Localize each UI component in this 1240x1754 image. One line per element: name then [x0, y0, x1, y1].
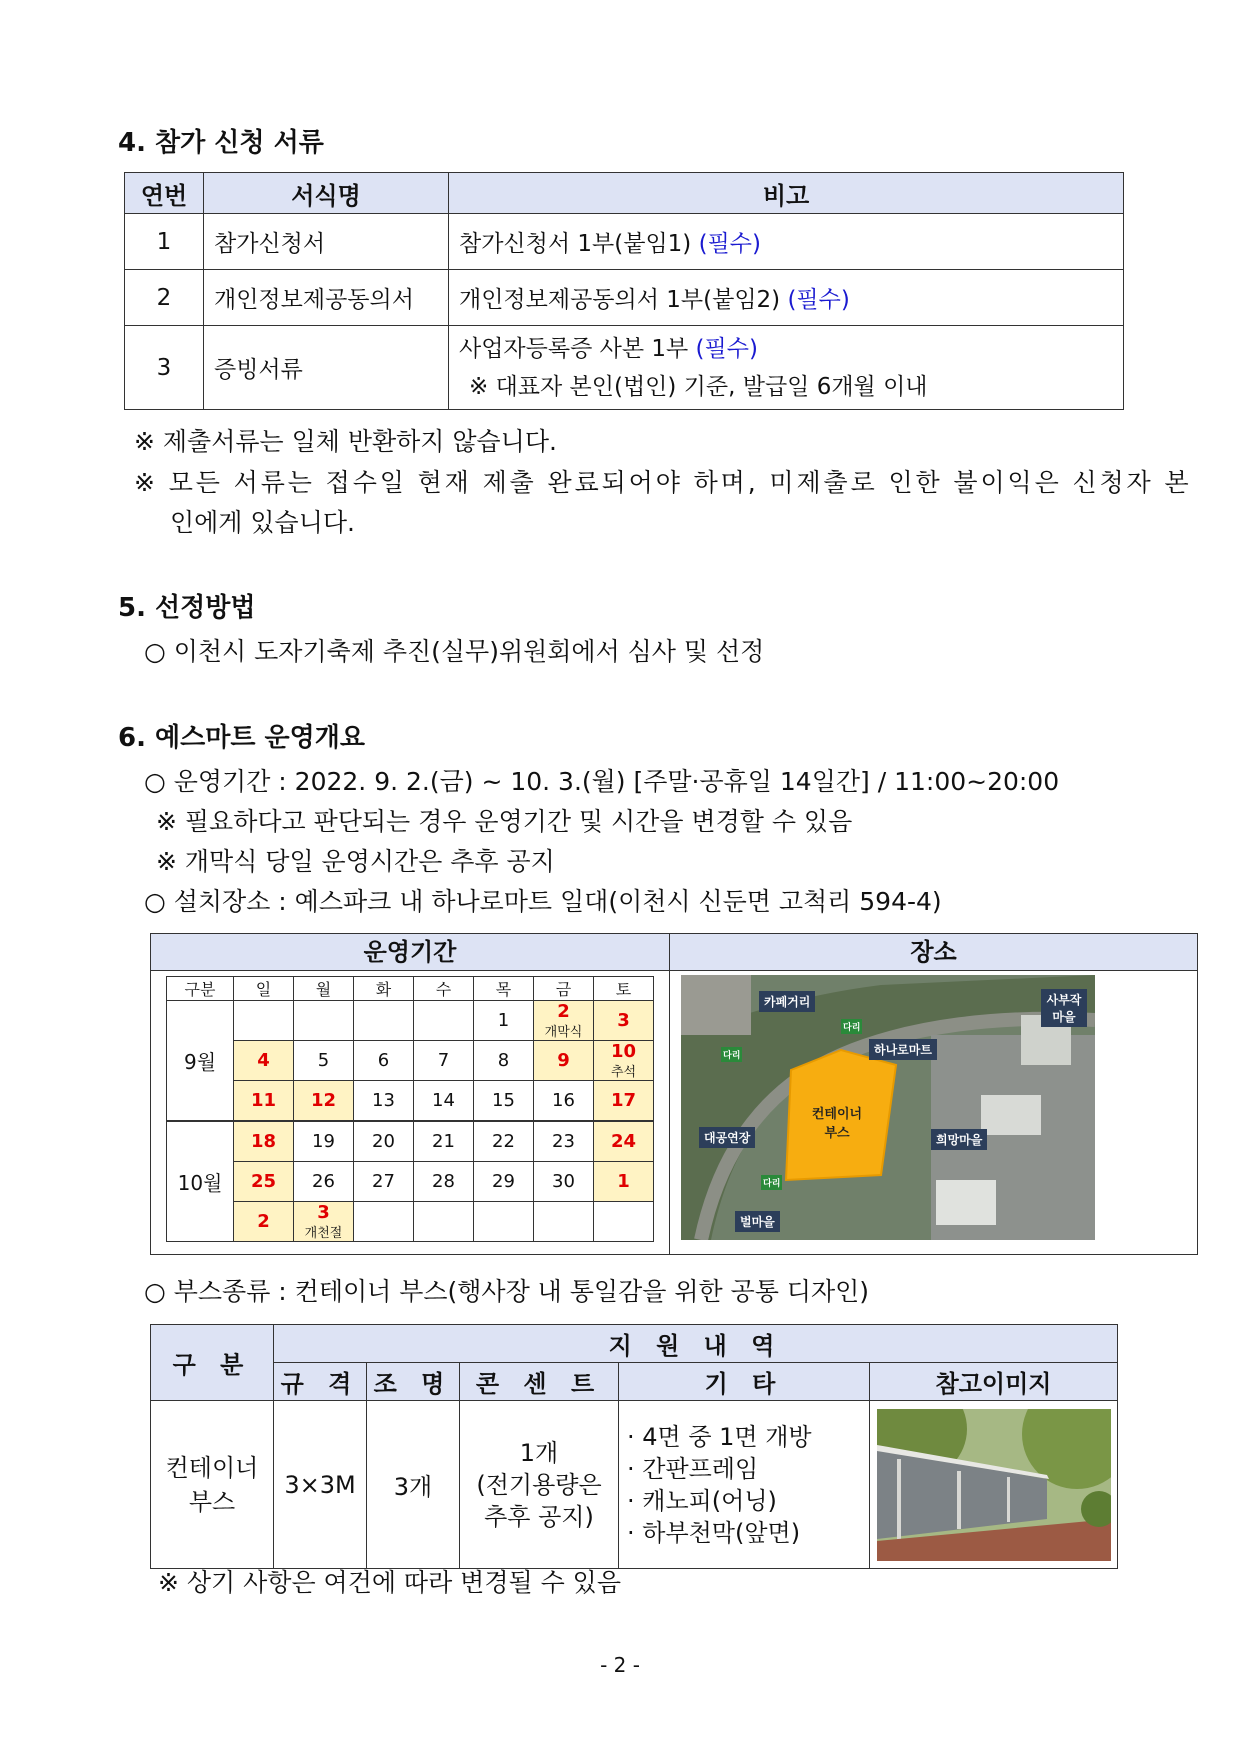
cal-day: 18 [234, 1121, 294, 1162]
section-4-heading: 4. 참가 신청 서류 [118, 128, 324, 158]
table-row [125, 326, 1124, 410]
note-line: 인에게 있습니다. [170, 508, 355, 537]
opening-label: 개막식 [544, 1025, 583, 1040]
row-form: 참가신청서 [204, 214, 449, 270]
cal-day [354, 1001, 414, 1041]
required-mark: (필수) [695, 335, 758, 362]
cal-day: 2 [234, 1202, 294, 1242]
cal-head: 목 [474, 977, 534, 1001]
cal-day: 24 [594, 1121, 654, 1162]
place-header: 장소 [670, 934, 1197, 971]
calendar [166, 976, 654, 1242]
page-number: - 2 - [600, 1653, 640, 1677]
documents-table [124, 172, 1124, 410]
cal-day: 30 [534, 1162, 594, 1202]
booth-type-cell: 컨테이너 부스 [151, 1401, 274, 1569]
operation-period: ○ 운영기간 : 2022. 9. 2.(금) ~ 10. 3.(월) [주말·공휴일 14일간] / 11:00~20:00 [144, 767, 1060, 796]
section-6-heading: 6. 예스마트 운영개요 [118, 723, 365, 753]
row-no: 2 [125, 270, 204, 326]
booth-etc: · 4면 중 1면 개방 · 간판프레임 · 캐노피(어닝) · 하부천막(앞면) [619, 1401, 870, 1569]
cal-day [414, 1202, 474, 1242]
note-line: ※ 모든 서류는 접수일 현재 제출 완료되어야 하며, 미제출로 인한 불이익은 신청자 본 [134, 468, 1192, 497]
cal-head: 화 [354, 977, 414, 1001]
cal-day: 3 개천절 [294, 1202, 354, 1242]
required-mark: (필수) [698, 231, 761, 257]
cal-day: 28 [414, 1162, 474, 1202]
booth-photo [877, 1409, 1111, 1561]
col-header-note: 비고 [449, 173, 1124, 214]
cal-day [534, 1202, 594, 1242]
cal-day: 14 [414, 1081, 474, 1122]
cal-day [294, 1001, 354, 1041]
month-sep: 9월 [167, 1001, 234, 1122]
map-label: 하나로마트 [869, 1039, 937, 1060]
cal-day: 1 [594, 1162, 654, 1202]
map-graphic [681, 975, 1095, 1240]
cal-day: 25 [234, 1162, 294, 1202]
cal-day [354, 1202, 414, 1242]
location-map [681, 975, 1095, 1240]
table-row [125, 270, 1124, 326]
col-header-etc: 기 타 [619, 1363, 870, 1401]
row-subnote: ※ 대표자 본인(법인) 기준, 발급일 6개월 이내 [469, 373, 928, 400]
row-form: 개인정보제공동의서 [204, 270, 449, 326]
booth-type: ○ 부스종류 : 컨테이너 부스(행사장 내 통일감을 위한 공통 디자인) [144, 1277, 870, 1306]
cal-day: 4 [234, 1041, 294, 1081]
chuseok-label: 추석 [610, 1065, 637, 1080]
cal-day: 6 [354, 1041, 414, 1081]
col-header-outlet: 콘 센 트 [460, 1363, 619, 1401]
period-note: ※ 필요하다고 판단되는 경우 운영기간 및 시간을 변경할 수 있음 [156, 807, 853, 836]
row-note: 사업자등록증 사본 1부 (필수) ※ 대표자 본인(법인) 기준, 발급일 6개월 이내 [449, 326, 1124, 410]
row-no: 3 [125, 326, 204, 410]
cal-head: 구분 [167, 977, 234, 1001]
col-header-size: 규 격 [274, 1363, 367, 1401]
cal-day: 27 [354, 1162, 414, 1202]
cal-day: 5 [294, 1041, 354, 1081]
required-mark: (필수) [787, 287, 850, 313]
col-header-support: 지 원 내 역 [274, 1325, 1118, 1363]
section-5-heading: 5. 선정방법 [118, 593, 256, 623]
note-line: ※ 제출서류는 일체 반환하지 않습니다. [134, 427, 557, 456]
row-no: 1 [125, 214, 204, 270]
cal-day: 12 [294, 1081, 354, 1122]
map-label: 카페거리 [759, 991, 815, 1012]
cal-day: 23 [534, 1121, 594, 1162]
col-header-no: 연번 [125, 173, 204, 214]
table-row [151, 1401, 1118, 1569]
map-label: 희망마을 [931, 1129, 987, 1150]
cal-day: 10 추석 [594, 1041, 654, 1081]
cal-day: 3 [594, 1001, 654, 1041]
cal-day: 15 [474, 1081, 534, 1122]
map-label-bridge: 다리 [841, 1019, 862, 1034]
col-header-form: 서식명 [204, 173, 449, 214]
schedule-header: 운영기간 [151, 934, 669, 971]
cal-day: 1 [474, 1001, 534, 1041]
cal-day [474, 1202, 534, 1242]
cal-day: 9 [534, 1041, 594, 1081]
cal-day: 11 [234, 1081, 294, 1122]
cal-day: 2 개막식 [534, 1001, 594, 1041]
cal-day: 20 [354, 1121, 414, 1162]
cal-day: 22 [474, 1121, 534, 1162]
booth-light: 3개 [367, 1401, 460, 1569]
cal-head: 수 [414, 977, 474, 1001]
booth-table [150, 1324, 1118, 1569]
col-header-image: 참고이미지 [870, 1363, 1118, 1401]
cal-day: 16 [534, 1081, 594, 1122]
col-header-light: 조 명 [367, 1363, 460, 1401]
installation-place: ○ 설치장소 : 예스파크 내 하나로마트 일대(이천시 신둔면 고척리 594-4) [144, 887, 942, 916]
cal-day: 21 [414, 1121, 474, 1162]
map-label-booth: 컨테이너 부스 [811, 1107, 863, 1141]
month-oct: 10월 [167, 1121, 234, 1242]
cal-day: 26 [294, 1162, 354, 1202]
cal-day [594, 1202, 654, 1242]
map-label: 사부작 마을 [1041, 989, 1087, 1027]
cal-head: 월 [294, 977, 354, 1001]
cal-head: 금 [534, 977, 594, 1001]
table-row [125, 214, 1124, 270]
map-label: 벌마을 [735, 1211, 780, 1232]
cal-head: 일 [234, 977, 294, 1001]
row-form: 증빙서류 [204, 326, 449, 410]
booth-image-cell [870, 1401, 1118, 1569]
cal-day: 8 [474, 1041, 534, 1081]
map-label-bridge: 다리 [721, 1047, 742, 1062]
selection-method: ○ 이천시 도자기축제 추진(실무)위원회에서 심사 및 선정 [144, 637, 765, 666]
cal-day: 17 [594, 1081, 654, 1122]
period-note: ※ 개막식 당일 운영시간은 추후 공지 [156, 847, 555, 876]
row-note: 참가신청서 1부(붙임1) (필수) [449, 214, 1124, 270]
map-label-bridge: 다리 [761, 1175, 782, 1190]
gaecheon-label: 개천절 [304, 1226, 343, 1241]
booth-size: 3×3M [274, 1401, 367, 1569]
cal-day: 19 [294, 1121, 354, 1162]
cal-day [414, 1001, 474, 1041]
cal-head: 토 [594, 977, 654, 1001]
row-note: 개인정보제공동의서 1부(붙임2) (필수) [449, 270, 1124, 326]
booth-outlet: 1개 (전기용량은 추후 공지) [460, 1401, 619, 1569]
final-note: ※ 상기 사항은 여건에 따라 변경될 수 있음 [158, 1568, 621, 1597]
cal-day: 7 [414, 1041, 474, 1081]
col-header-gubun: 구 분 [151, 1325, 274, 1401]
cal-day: 29 [474, 1162, 534, 1202]
cal-day: 13 [354, 1081, 414, 1122]
cal-day [234, 1001, 294, 1041]
map-label: 대공연장 [699, 1127, 755, 1148]
